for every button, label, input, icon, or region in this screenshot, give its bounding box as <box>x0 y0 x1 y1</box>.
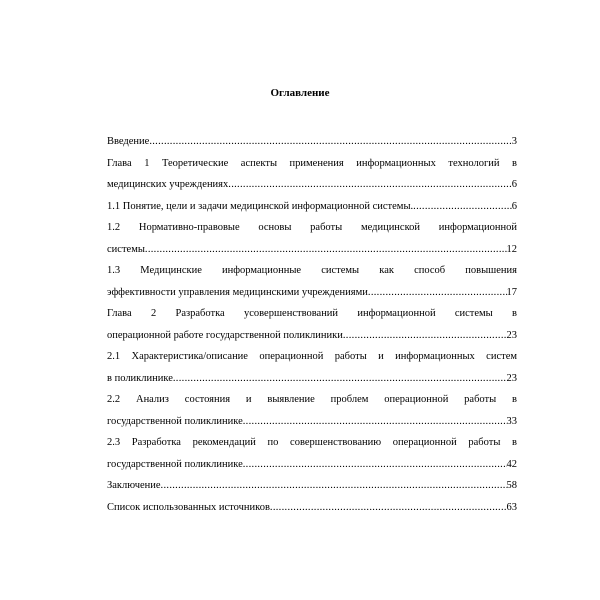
toc-entry-conclusion[interactable] <box>107 475 517 497</box>
toc-entry-text: Глава 1 Теоретические аспекты применения информационных технологий в <box>107 157 517 169</box>
toc-entry-references[interactable] <box>107 497 517 519</box>
toc-entry-introduction[interactable] <box>107 131 517 153</box>
toc-entry-text: системы <box>107 243 145 255</box>
toc-entry-line <box>107 196 517 218</box>
leader-dots <box>161 475 507 497</box>
toc-entry-section-1-3[interactable] <box>107 260 517 303</box>
leader-dots <box>368 282 507 304</box>
leader-dots <box>149 131 511 153</box>
toc-entry-text: Заключение <box>107 480 161 491</box>
table-of-contents <box>107 131 517 518</box>
toc-page-number: 42 <box>506 458 517 470</box>
toc-entry-text: 1.1 Понятие, цели и задачи медицинской информационной системы. <box>107 200 414 212</box>
toc-entry-text: Введение <box>107 136 150 147</box>
toc-entry-section-2-3[interactable] <box>107 432 517 475</box>
toc-page-number: 23 <box>506 372 517 384</box>
toc-entry-line <box>107 368 517 390</box>
toc-entry-line <box>107 239 517 261</box>
toc-entry-section-2-1[interactable] <box>107 346 517 389</box>
toc-entry-line <box>107 282 517 304</box>
leader-dots <box>145 239 507 261</box>
leader-dots <box>270 497 507 519</box>
toc-entry-text: медицинских учреждениях <box>107 179 229 190</box>
toc-entry-line <box>107 325 517 347</box>
toc-entry-chapter-1[interactable] <box>107 153 517 196</box>
toc-entry-section-2-2[interactable] <box>107 389 517 432</box>
toc-title: Оглавление <box>270 87 330 99</box>
leader-dots <box>228 174 511 196</box>
toc-page-number: 6 <box>511 200 517 212</box>
toc-entry-section-1-1[interactable] <box>107 196 517 218</box>
toc-entry-text: государственной поликлинике <box>107 458 243 470</box>
toc-entry-line <box>107 411 517 433</box>
toc-entry-text: 2.3 Разработка рекомендаций по совершенствованию операционной работы в <box>107 437 517 448</box>
toc-entry-text: в поликлинике <box>107 372 173 384</box>
toc-entry-text: эффективности управления медицинскими учреждениями <box>107 286 368 298</box>
toc-page-number: 23 <box>506 329 517 341</box>
toc-page-number: 33 <box>506 415 517 427</box>
toc-entry-text: 2.2 Анализ состояния и выявление проблем операционной работы в <box>107 394 517 405</box>
toc-entry-line <box>107 174 517 196</box>
toc-page-number: 17 <box>506 286 517 298</box>
toc-entry-text: Глава 2 Разработка усовершенствований информационной системы в <box>107 308 517 319</box>
toc-page-number: 6 <box>511 179 517 190</box>
toc-page-number: 63 <box>506 501 517 513</box>
toc-entry-text: операционной работе государственной поликлиники <box>107 329 343 341</box>
toc-page-number: 12 <box>506 243 517 255</box>
toc-entry-text: государственной поликлинике <box>107 415 243 427</box>
toc-entry-text: 2.1 Характеристика/описание операционной работы и информационных систем <box>107 351 517 362</box>
toc-page-number: 58 <box>506 480 517 491</box>
toc-entry-line <box>107 454 517 476</box>
toc-entry-section-1-2[interactable] <box>107 217 517 260</box>
leader-dots <box>343 325 507 347</box>
leader-dots <box>243 454 507 476</box>
toc-entry-line <box>107 131 517 153</box>
leader-dots <box>173 368 507 390</box>
leader-dots <box>243 411 507 433</box>
leader-dots <box>413 196 512 218</box>
toc-entry-line <box>107 475 517 497</box>
toc-entry-text: 1.2 Нормативно-правовые основы работы медицинской информационной <box>107 222 517 233</box>
toc-entry-chapter-2[interactable] <box>107 303 517 346</box>
toc-entry-text: Список использованных источников <box>107 501 270 513</box>
toc-page-number: 3 <box>511 136 517 147</box>
toc-entry-line <box>107 497 517 519</box>
toc-entry-text: 1.3 Медицинские информационные системы как способ повышения <box>107 265 517 276</box>
